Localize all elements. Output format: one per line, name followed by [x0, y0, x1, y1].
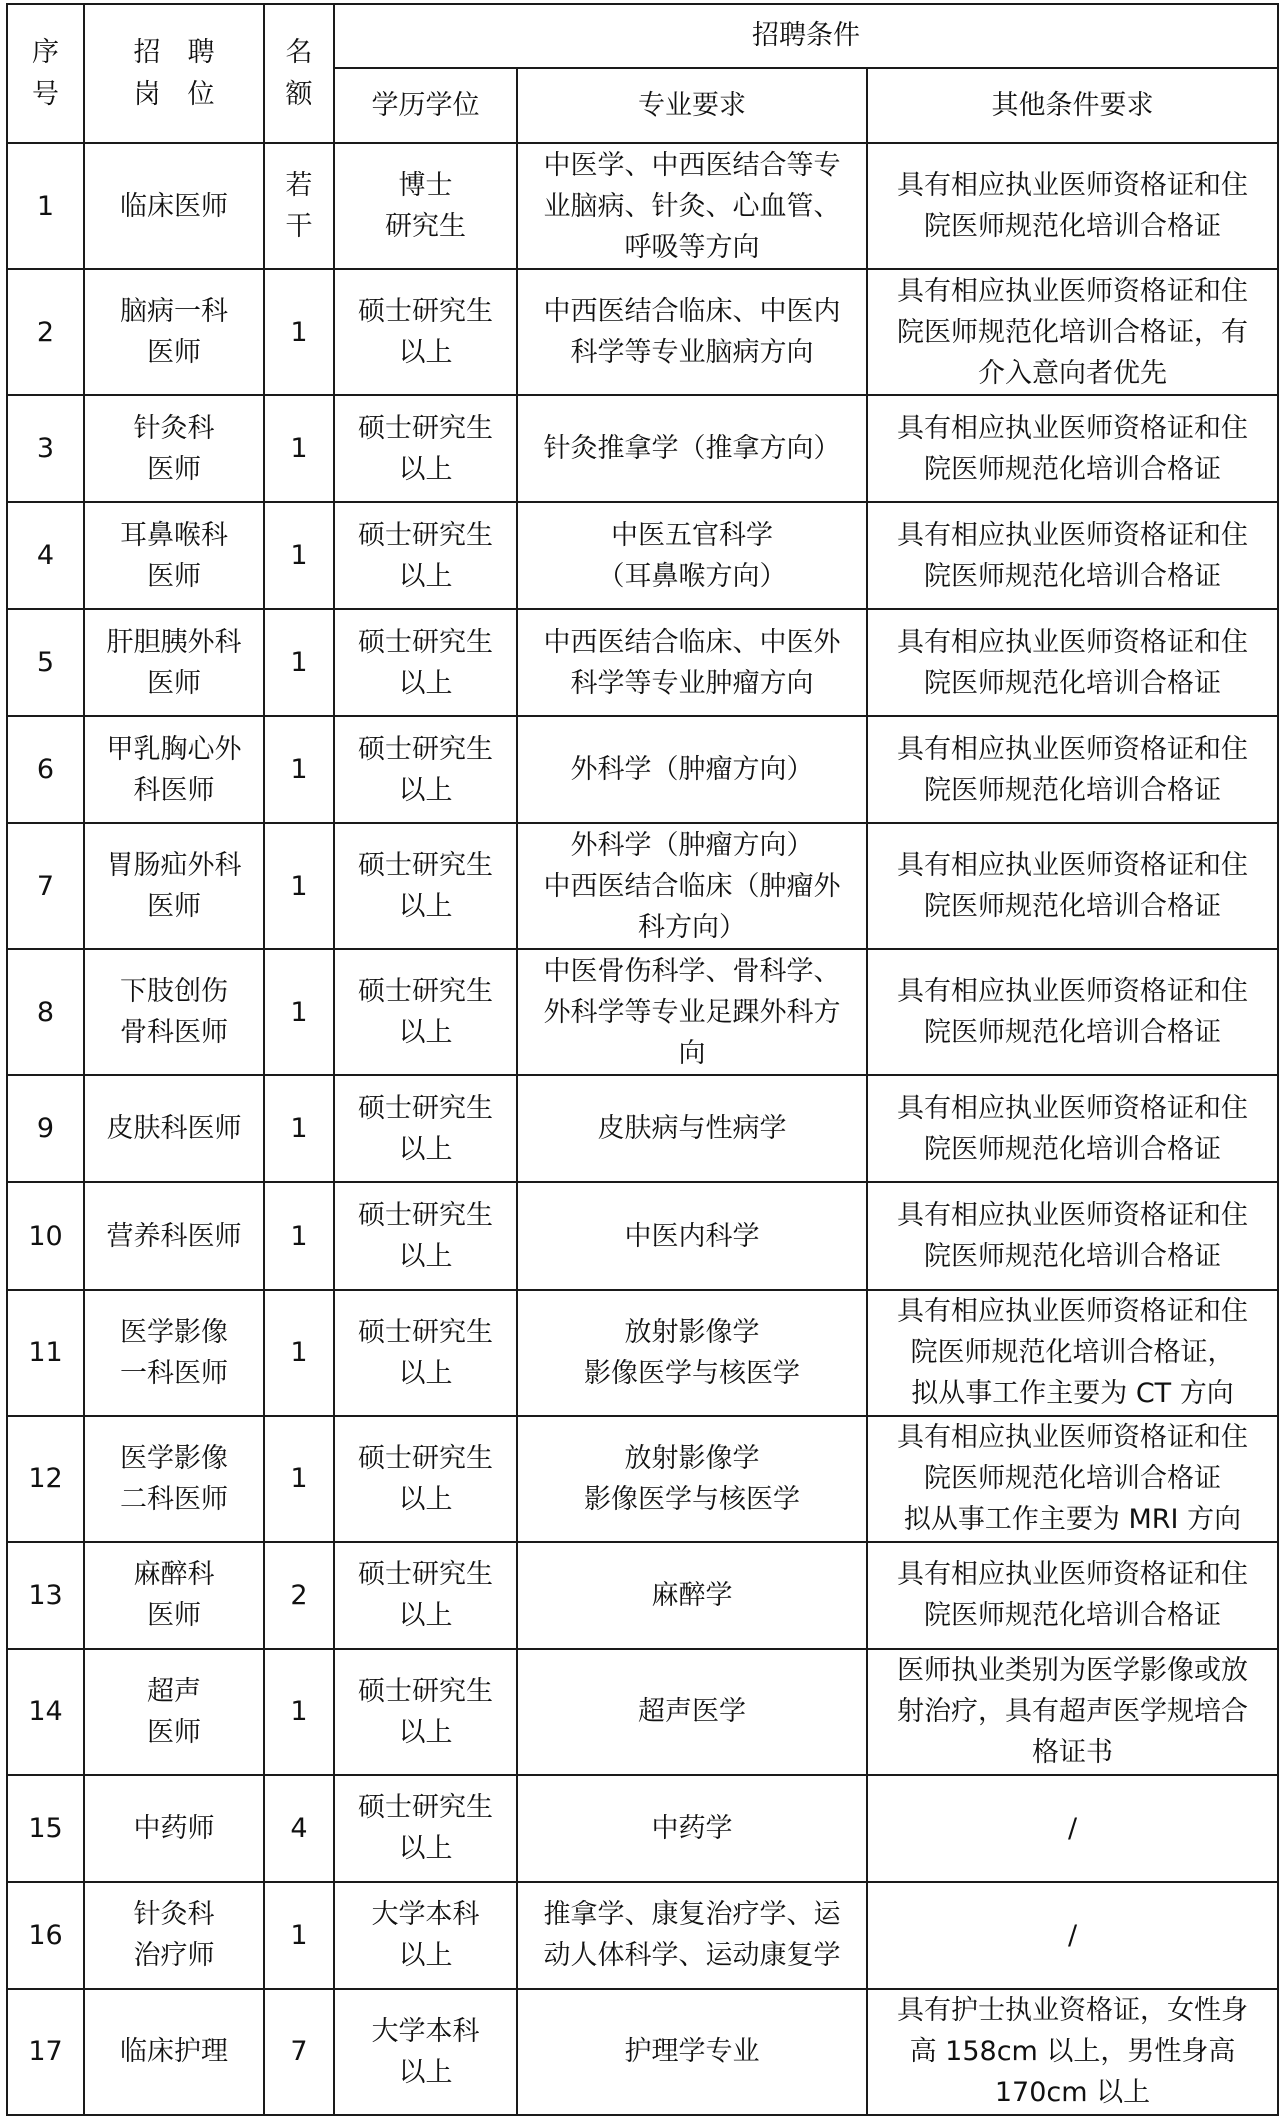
table-row [7, 1775, 1278, 1882]
cell-quota: 1 [264, 269, 334, 395]
cell-education: 硕士研究生 以上 [334, 716, 517, 823]
cell-position: 皮肤科医师 [84, 1075, 264, 1182]
cell-education: 硕士研究生 以上 [334, 949, 517, 1075]
header-position: 招 聘 岗 位 [84, 4, 264, 143]
cell-index: 10 [7, 1182, 84, 1289]
cell-quota: 1 [264, 823, 334, 949]
cell-other: 具有相应执业医师资格证和住 院医师规范化培训合格证 [867, 716, 1278, 823]
table-row [7, 143, 1278, 269]
cell-position: 下肢创伤 骨科医师 [84, 949, 264, 1075]
cell-education: 大学本科 以上 [334, 1882, 517, 1989]
cell-other: 具有相应执业医师资格证和住 院医师规范化培训合格证，有 介入意向者优先 [867, 269, 1278, 395]
cell-index: 6 [7, 716, 84, 823]
cell-major: 中医内科学 [517, 1182, 867, 1289]
cell-quota: 1 [264, 949, 334, 1075]
cell-quota: 1 [264, 609, 334, 716]
table-header [7, 4, 1278, 143]
cell-position: 超声 医师 [84, 1649, 264, 1775]
cell-other: 具有相应执业医师资格证和住 院医师规范化培训合格证， 拟从事工作主要为 CT 方向 [867, 1290, 1278, 1416]
cell-other: 具有相应执业医师资格证和住 院医师规范化培训合格证 [867, 502, 1278, 609]
cell-index: 11 [7, 1290, 84, 1416]
cell-index: 13 [7, 1542, 84, 1649]
cell-other: 具有相应执业医师资格证和住 院医师规范化培训合格证 [867, 395, 1278, 502]
cell-position: 营养科医师 [84, 1182, 264, 1289]
cell-other: 具有相应执业医师资格证和住 院医师规范化培训合格证 [867, 823, 1278, 949]
cell-major: 外科学（肿瘤方向） 中西医结合临床（肿瘤外 科方向） [517, 823, 867, 949]
cell-other: / [867, 1775, 1278, 1882]
header-conditions: 招聘条件 [334, 4, 1278, 68]
table-row [7, 823, 1278, 949]
cell-education: 硕士研究生 以上 [334, 1775, 517, 1882]
cell-major: 推拿学、康复治疗学、运 动人体科学、运动康复学 [517, 1882, 867, 1989]
cell-quota: 7 [264, 1989, 334, 2115]
table-row [7, 1416, 1278, 1542]
cell-quota: 1 [264, 395, 334, 502]
cell-major: 放射影像学 影像医学与核医学 [517, 1416, 867, 1542]
table-row [7, 1882, 1278, 1989]
cell-quota: 1 [264, 1882, 334, 1989]
table-row [7, 1182, 1278, 1289]
cell-position: 耳鼻喉科 医师 [84, 502, 264, 609]
cell-major: 中医骨伤科学、骨科学、 外科学等专业足踝外科方 向 [517, 949, 867, 1075]
cell-quota: 1 [264, 1075, 334, 1182]
cell-position: 医学影像 二科医师 [84, 1416, 264, 1542]
cell-index: 3 [7, 395, 84, 502]
cell-quota: 若 干 [264, 143, 334, 269]
cell-quota: 1 [264, 502, 334, 609]
cell-position: 针灸科 医师 [84, 395, 264, 502]
table-row [7, 949, 1278, 1075]
cell-education: 硕士研究生 以上 [334, 269, 517, 395]
header-major: 专业要求 [517, 68, 867, 143]
cell-position: 临床医师 [84, 143, 264, 269]
cell-index: 7 [7, 823, 84, 949]
cell-major: 放射影像学 影像医学与核医学 [517, 1290, 867, 1416]
cell-major: 超声医学 [517, 1649, 867, 1775]
cell-position: 麻醉科 医师 [84, 1542, 264, 1649]
cell-other: 具有相应执业医师资格证和住 院医师规范化培训合格证 [867, 1542, 1278, 1649]
cell-quota: 1 [264, 716, 334, 823]
cell-other: 具有相应执业医师资格证和住 院医师规范化培训合格证 拟从事工作主要为 MRI 方向 [867, 1416, 1278, 1542]
cell-index: 14 [7, 1649, 84, 1775]
cell-major: 中药学 [517, 1775, 867, 1882]
header-index: 序 号 [7, 4, 84, 143]
cell-education: 博士 研究生 [334, 143, 517, 269]
cell-major: 护理学专业 [517, 1989, 867, 2115]
cell-quota: 1 [264, 1649, 334, 1775]
cell-position: 针灸科 治疗师 [84, 1882, 264, 1989]
cell-index: 16 [7, 1882, 84, 1989]
cell-major: 中医五官科学 （耳鼻喉方向） [517, 502, 867, 609]
cell-position: 甲乳胸心外 科医师 [84, 716, 264, 823]
cell-index: 8 [7, 949, 84, 1075]
cell-major: 皮肤病与性病学 [517, 1075, 867, 1182]
header-quota: 名 额 [264, 4, 334, 143]
cell-major: 中医学、中西医结合等专 业脑病、针灸、心血管、 呼吸等方向 [517, 143, 867, 269]
cell-major: 中西医结合临床、中医内 科学等专业脑病方向 [517, 269, 867, 395]
cell-other: 具有相应执业医师资格证和住 院医师规范化培训合格证 [867, 143, 1278, 269]
cell-index: 4 [7, 502, 84, 609]
table-row [7, 1649, 1278, 1775]
cell-education: 硕士研究生 以上 [334, 1182, 517, 1289]
cell-education: 硕士研究生 以上 [334, 1075, 517, 1182]
table-row [7, 269, 1278, 395]
cell-position: 中药师 [84, 1775, 264, 1882]
cell-other: 具有相应执业医师资格证和住 院医师规范化培训合格证 [867, 1075, 1278, 1182]
cell-education: 硕士研究生 以上 [334, 1542, 517, 1649]
cell-education: 硕士研究生 以上 [334, 609, 517, 716]
table-row [7, 395, 1278, 502]
cell-quota: 2 [264, 1542, 334, 1649]
table-row [7, 609, 1278, 716]
cell-position: 脑病一科 医师 [84, 269, 264, 395]
cell-other: 具有相应执业医师资格证和住 院医师规范化培训合格证 [867, 1182, 1278, 1289]
table-row [7, 716, 1278, 823]
cell-position: 胃肠疝外科 医师 [84, 823, 264, 949]
cell-quota: 1 [264, 1182, 334, 1289]
cell-major: 麻醉学 [517, 1542, 867, 1649]
table-row [7, 1542, 1278, 1649]
cell-index: 12 [7, 1416, 84, 1542]
cell-index: 15 [7, 1775, 84, 1882]
cell-other: 具有护士执业资格证，女性身 高 158cm 以上，男性身高 170cm 以上 [867, 1989, 1278, 2115]
cell-index: 1 [7, 143, 84, 269]
cell-major: 中西医结合临床、中医外 科学等专业肿瘤方向 [517, 609, 867, 716]
cell-quota: 1 [264, 1290, 334, 1416]
cell-education: 硕士研究生 以上 [334, 1649, 517, 1775]
table-row [7, 1075, 1278, 1182]
cell-index: 5 [7, 609, 84, 716]
cell-education: 硕士研究生 以上 [334, 395, 517, 502]
cell-other: / [867, 1882, 1278, 1989]
cell-index: 2 [7, 269, 84, 395]
cell-quota: 1 [264, 1416, 334, 1542]
cell-quota: 4 [264, 1775, 334, 1882]
cell-education: 大学本科 以上 [334, 1989, 517, 2115]
cell-position: 肝胆胰外科 医师 [84, 609, 264, 716]
header-other: 其他条件要求 [867, 68, 1278, 143]
table-body [7, 143, 1278, 2115]
header-education: 学历学位 [334, 68, 517, 143]
cell-education: 硕士研究生 以上 [334, 1290, 517, 1416]
cell-other: 具有相应执业医师资格证和住 院医师规范化培训合格证 [867, 609, 1278, 716]
cell-position: 临床护理 [84, 1989, 264, 2115]
cell-major: 针灸推拿学（推拿方向） [517, 395, 867, 502]
cell-education: 硕士研究生 以上 [334, 823, 517, 949]
table-row [7, 502, 1278, 609]
cell-index: 17 [7, 1989, 84, 2115]
cell-education: 硕士研究生 以上 [334, 502, 517, 609]
table-row [7, 1989, 1278, 2115]
cell-other: 具有相应执业医师资格证和住 院医师规范化培训合格证 [867, 949, 1278, 1075]
cell-other: 医师执业类别为医学影像或放 射治疗，具有超声医学规培合 格证书 [867, 1649, 1278, 1775]
cell-education: 硕士研究生 以上 [334, 1416, 517, 1542]
cell-index: 9 [7, 1075, 84, 1182]
table-row [7, 1290, 1278, 1416]
recruitment-table [6, 3, 1279, 2116]
cell-major: 外科学（肿瘤方向） [517, 716, 867, 823]
cell-position: 医学影像 一科医师 [84, 1290, 264, 1416]
